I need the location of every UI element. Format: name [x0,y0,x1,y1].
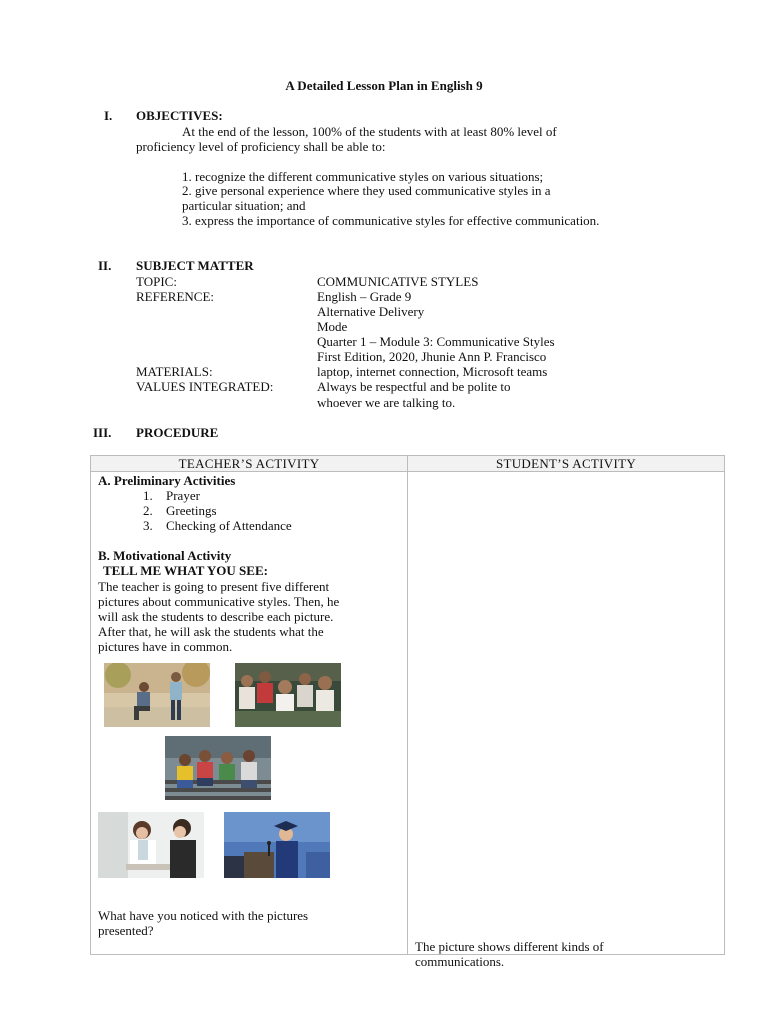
doctor-patient-photo [98,812,204,878]
friends-photo [165,736,271,800]
values-line: Always be respectful and be polite to [317,379,511,394]
procedure-table [90,455,725,969]
activity-desc-line: The teacher is going to present five different [98,579,330,594]
activity-title: TELL ME WHAT YOU SEE: [103,563,268,578]
prelim-number: 1. [143,488,153,503]
student-activity-header: STUDENT’S ACTIVITY [408,456,725,472]
prelim-number: 2. [143,503,153,518]
reference-line: First Edition, 2020, Jhunie Ann P. Francisco [317,349,547,364]
reference-line: English – Grade 9 [317,289,412,304]
objectives-numeral: I. [104,108,113,123]
reference-label: REFERENCE: [136,289,215,304]
graduate-speaker-photo [224,812,330,878]
section-a-heading: A. Preliminary Activities [98,473,236,488]
topic-label: TOPIC: [136,274,177,289]
prelim-item-prayer: Prayer [166,488,200,503]
activity-desc-line: pictures about communicative styles. Then, he [98,594,340,609]
crowd-photo [235,663,341,727]
proposal-photo [104,663,210,727]
objectives-heading: OBJECTIVES: [136,108,223,123]
materials-label: MATERIALS: [136,364,213,379]
prelim-item-attendance: Checking of Attendance [166,518,292,533]
question-line: What have you noticed with the pictures [98,908,309,923]
values-line: whoever we are talking to. [317,395,456,410]
subject-matter-numeral: II. [98,258,112,273]
objectives-intro-line1: At the end of the lesson, 100% of the students with at least 80% level of [182,124,557,139]
prelim-item-greetings: Greetings [166,503,217,518]
subject-matter-heading: SUBJECT MATTER [136,258,254,273]
teacher-activity-cell [91,472,408,955]
procedure-numeral: III. [93,425,112,440]
question-line: presented? [98,923,154,938]
student-answer-line: The picture shows different kinds of [415,939,604,954]
activity-desc-line: will ask the students to describe each picture. [98,609,334,624]
reference-line: Mode [317,319,348,334]
procedure-heading: PROCEDURE [136,425,219,440]
student-activity-cell [408,472,725,969]
teacher-activity-header: TEACHER’S ACTIVITY [91,456,408,472]
objective-item: 3. express the importance of communicative styles for effective communication. [182,213,600,228]
document-title: A Detailed Lesson Plan in English 9 [285,78,483,93]
activity-desc-line: pictures have in common. [98,639,233,654]
reference-line: Quarter 1 – Module 3: Communicative Styles [317,334,555,349]
reference-line: Alternative Delivery [317,304,425,319]
objectives-intro-line2: proficiency level of proficiency shall be able to: [136,139,386,154]
values-label: VALUES INTEGRATED: [136,379,274,394]
objective-item-continuation: particular situation; and [182,198,306,213]
section-b-heading: B. Motivational Activity [98,548,232,563]
student-answer-line: communications. [415,954,505,969]
objective-item: 1. recognize the different communicative styles on various situations; [182,169,544,184]
prelim-number: 3. [143,518,153,533]
objective-item: 2. give personal experience where they used communicative styles in a [182,183,551,198]
materials-value: laptop, internet connection, Microsoft teams [317,364,548,379]
topic-value: COMMUNICATIVE STYLES [317,274,479,289]
activity-desc-line: After that, he will ask the students what the [98,624,324,639]
